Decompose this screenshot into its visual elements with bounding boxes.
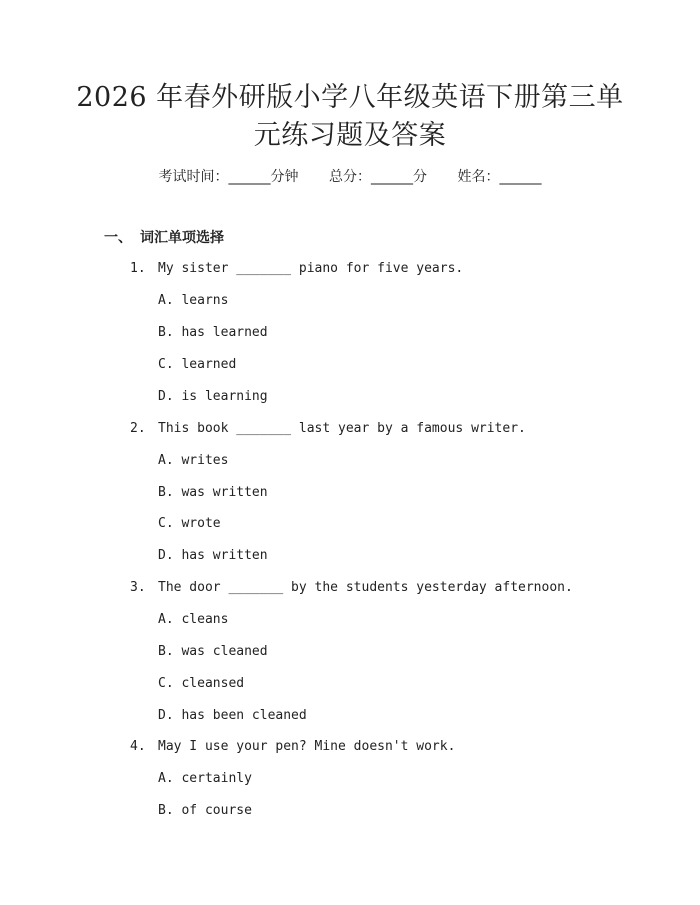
question-number: 4. [130, 739, 146, 754]
page-title-line-1: 2026 年春外研版小学八年级英语下册第三单 [76, 82, 624, 113]
section-title: 词汇单项选择 [140, 230, 224, 246]
option-c: C. wrote [158, 516, 221, 531]
total-score-label: 总分： [329, 169, 371, 185]
question-number: 2. [130, 421, 146, 436]
section-heading [104, 226, 224, 250]
exam-time [159, 166, 299, 188]
option-c: C. cleansed [158, 676, 245, 691]
total-score [329, 166, 427, 188]
section-number: 一、 [104, 230, 132, 246]
page-title-line-2: 元练习题及答案 [253, 120, 447, 151]
option-b: B. of course [158, 803, 252, 818]
exam-time-unit: 分钟 [270, 169, 299, 185]
exam-time-label: 考试时间： [158, 169, 229, 185]
question-number: 3. [130, 580, 146, 595]
question-text: May I use your pen? Mine doesn't work. [158, 739, 456, 754]
option-b: B. was written [158, 485, 268, 500]
question-number: 1. [130, 261, 146, 276]
option-a: A. cleans [158, 612, 229, 627]
option-a: A. writes [158, 453, 229, 468]
option-d: D. is learning [158, 389, 268, 404]
option-b: B. has learned [158, 325, 268, 340]
exam-meta [0, 166, 700, 188]
option-d: D. has been cleaned [158, 708, 307, 723]
question-text: My sister _______ piano for five years. [158, 261, 464, 276]
question-text: The door _______ by the students yesterday afternoon. [158, 580, 573, 595]
option-a: A. learns [158, 293, 229, 308]
option-c: C. learned [158, 357, 237, 372]
option-d: D. has written [158, 548, 268, 563]
option-b: B. was cleaned [158, 644, 268, 659]
student-name-blank: ______ [499, 169, 542, 185]
question-text: This book _______ last year by a famous writer. [158, 421, 526, 436]
total-score-blank: ______ [371, 169, 413, 185]
exam-time-blank: ______ [228, 169, 271, 185]
option-a: A. certainly [158, 771, 252, 786]
student-name-label: 姓名： [457, 169, 500, 185]
student-name [457, 166, 541, 188]
total-score-unit: 分 [413, 169, 427, 185]
